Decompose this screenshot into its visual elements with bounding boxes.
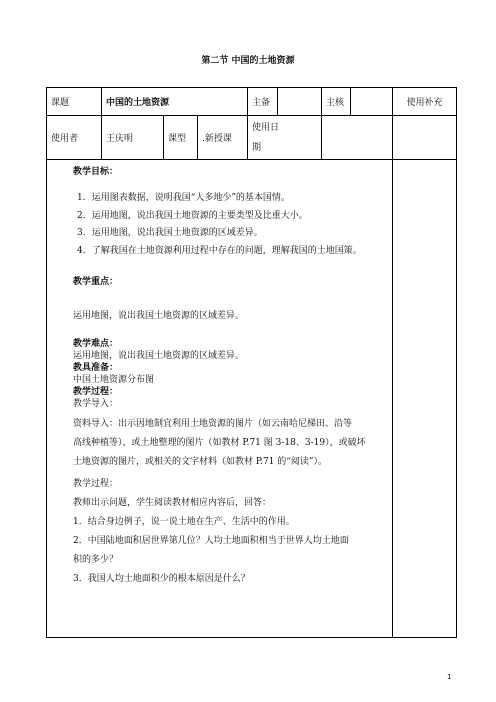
document-title: 第二节 中国的土地资源 xyxy=(201,56,295,66)
difficult-text: 运用地图，说出我国土地资源的区域差异。 xyxy=(73,351,245,361)
type-label: 课型 xyxy=(164,116,198,160)
prep-label: 主备 xyxy=(248,88,278,116)
review-label: 主核 xyxy=(322,88,351,116)
material-line: 高线种植等），或土地整理的图片（如教材 P.71 图 3-18、3-19），或破坏 xyxy=(73,438,366,448)
intro-heading: 教学导入： xyxy=(73,399,119,409)
goals-heading: 教学目标： xyxy=(73,167,119,177)
key-heading: 教学重点： xyxy=(73,277,119,287)
supplement-body-cell xyxy=(393,160,457,638)
key-text: 运用地图，说出我国土地资源的区域差异。 xyxy=(73,311,245,321)
prep-value xyxy=(278,88,322,116)
lesson-plan-table xyxy=(46,87,457,638)
tools-text: 中国土地资源分布图 xyxy=(73,375,155,385)
date-label xyxy=(248,116,322,160)
material-line: 资料导入：出示因地制宜利用土地资源的图片（如云南哈尼梯田、沿等 xyxy=(73,419,353,429)
goal-item: 2．运用地图，说出我国土地资源的主要类型及比重大小。 xyxy=(77,210,308,221)
lesson-body xyxy=(47,160,393,638)
supplement-label: 使用补充 xyxy=(393,88,457,116)
goal-item: 1．运用图表数据，说明我国“人多地少”的基本国情。 xyxy=(77,193,290,203)
supplement-cell-row2 xyxy=(393,116,457,160)
date-label-line1: 使用日 xyxy=(252,122,280,133)
process-subheading: 教学过程： xyxy=(73,479,119,489)
lesson-label: 课题 xyxy=(47,88,102,116)
question-3: 3．我国人均土地面积少的根本原因是什么？ xyxy=(73,574,250,584)
question-2-line1: 2．中国陆地面积居世界第几位？人均土地面积相当于世界人均土地面 xyxy=(73,536,349,546)
process-heading: 教学过程： xyxy=(73,387,119,397)
material-line: 土地资源的图片，或相关的文字材料（如教材 P.71 的“阅读”）。 xyxy=(73,457,327,467)
question-1: 1．结合身边例子，说一说土地在生产、生活中的作用。 xyxy=(73,517,295,527)
questions-intro: 教师出示问题，学生阅读教材相应内容后，回答： xyxy=(73,498,272,508)
goal-item: 3．运用地图，说出我国土地资源的区域差异。 xyxy=(77,228,263,238)
date-value xyxy=(322,116,393,160)
review-value xyxy=(351,88,393,116)
question-2-line2: 积的多少？ xyxy=(73,555,119,565)
goal-item: 4．了解我国在土地资源利用过程中存在的问题，理解我国的土地国策。 xyxy=(77,245,362,256)
difficult-heading: 教学难点： xyxy=(73,339,119,349)
type-value: .新授课 xyxy=(198,116,248,160)
page-number: 1 xyxy=(447,673,452,681)
tools-heading: 教具准备： xyxy=(73,363,119,373)
user-label: 使用者 xyxy=(47,116,102,160)
date-label-line2: 期 xyxy=(252,142,262,153)
user-value: 王庆明 xyxy=(102,116,164,160)
lesson-value: 中国的土地资源 xyxy=(102,88,248,116)
